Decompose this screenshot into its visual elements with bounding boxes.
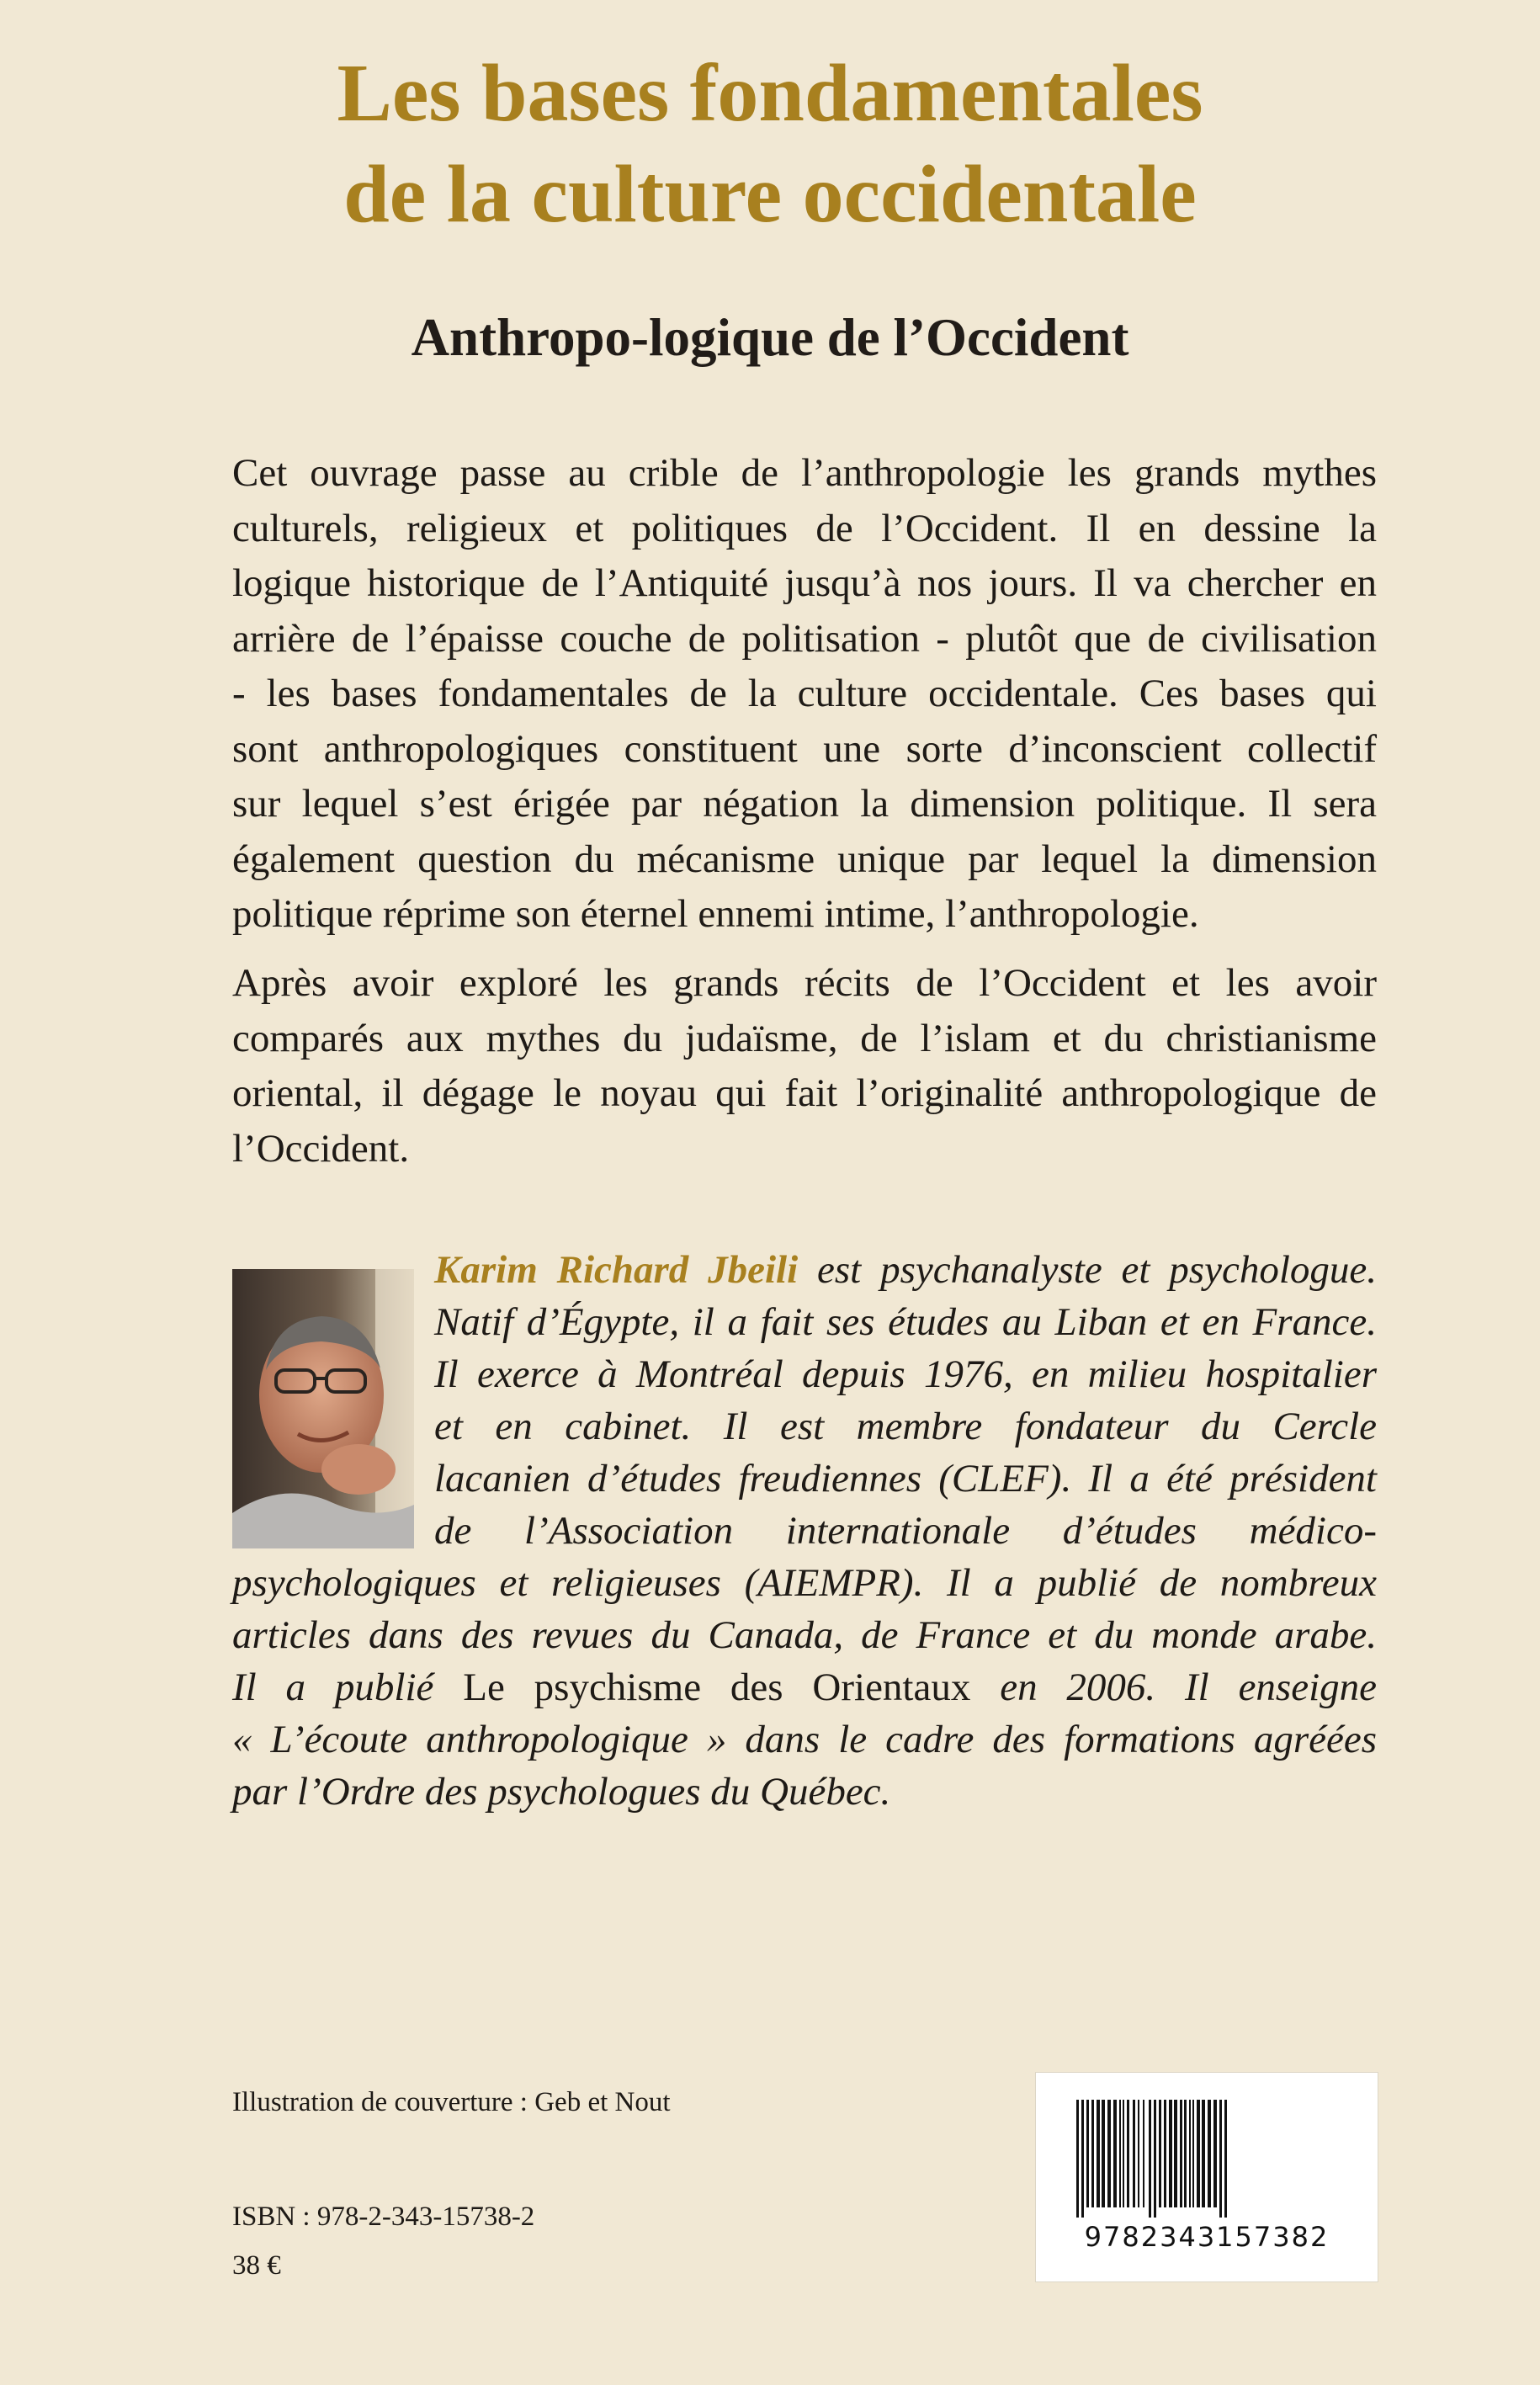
bio-line: Natif d’Égypte, il a fait ses études au Liban et en France. [434,1300,1377,1344]
barcode-bar [1138,2100,1139,2207]
barcode [1035,2072,1378,2282]
bio-line-prefix: Il a publié [232,1665,464,1709]
book-title-line-2: de la culture occidentale [343,149,1197,240]
bio-line: de l’Association internationale d’études médico- [434,1509,1377,1553]
summary-line: politique réprime son éternel ennemi intime, l’anthropologie. [232,892,1199,936]
barcode-bar [1184,2100,1187,2207]
barcode-bar [1197,2100,1200,2207]
barcode-bar [1149,2100,1151,2218]
barcode-bar [1213,2100,1217,2207]
barcode-bar [1164,2100,1166,2207]
bio-line: et en cabinet. Il est membre fondateur du Cercle [434,1405,1377,1448]
barcode-bar [1192,2100,1194,2207]
bio-line [434,1244,1377,1296]
bio-line: par l’Ordre des psychologues du Québec. [232,1770,891,1814]
summary-line: Cet ouvrage passe au crible de l’anthropologie les grands mythes [232,451,1377,495]
summary-line: sur lequel s’est érigée par négation la dimension politique. Il sera [232,782,1377,826]
bio-line: « L’écoute anthropologique » dans le cadre des formations agréées [232,1718,1377,1761]
barcode-bar [1119,2100,1121,2207]
bio-line: articles dans des revues du Canada, de France et du monde arabe. [232,1613,1377,1657]
barcode-bar [1224,2100,1227,2218]
summary-line: - les bases fondamentales de la culture occidentale. Ces bases qui [232,672,1377,715]
barcode-bar [1219,2100,1222,2218]
summary-line: logique historique de l’Antiquité jusqu’à nos jours. Il va chercher en [232,561,1377,605]
barcode-bar [1086,2100,1089,2207]
book-title-line-1: Les bases fondamentales [337,48,1203,139]
barcode-bar [1208,2100,1211,2207]
barcode-bar [1189,2100,1191,2207]
bio-line-suffix: en 2006. Il enseigne [970,1665,1377,1709]
isbn: ISBN : 978-2-343-15738-2 [232,2202,535,2232]
barcode-bar [1107,2100,1111,2207]
barcode-digits: 9782343157382 [1084,2221,1330,2253]
barcode-bars [1073,2100,1341,2218]
price: 38 € [232,2250,281,2281]
summary-line: arrière de l’épaisse couche de politisation - plutôt que de civilisation [232,616,1377,661]
barcode-bar [1202,2100,1205,2207]
summary-line: culturels, religieux et politiques de l’Occident. Il en dessine la [232,506,1377,550]
summary-line: sont anthropologiques constituent une sorte d’inconscient collectif [232,726,1377,771]
published-book-title: Le psychisme des Orientaux [463,1665,971,1709]
summary-line: l’Occident. [232,1126,410,1171]
summary-line: Après avoir exploré les grands récits de l’Occident et les avoir [232,961,1377,1005]
bio-line-rest: est psychanalyste et psychologue. [798,1248,1377,1292]
barcode-bar [1174,2100,1177,2207]
bio-line [232,1661,1377,1713]
barcode-bar [1113,2100,1117,2207]
barcode-bar [1081,2100,1084,2218]
barcode-bar [1076,2100,1079,2218]
barcode-bar [1102,2100,1105,2207]
barcode-bar [1123,2100,1124,2207]
illustration-credit: Illustration de couverture : Geb et Nout [232,2087,671,2117]
bio-line: Il exerce à Montréal depuis 1976, en milieu hospitalier [434,1352,1377,1396]
bio-line: lacanien d’études freudiennes (CLEF). Il a été président [434,1457,1377,1501]
author-name: Karim Richard Jbeili [434,1248,799,1292]
barcode-bar [1143,2100,1144,2207]
barcode-bar [1159,2100,1161,2207]
barcode-bar [1180,2100,1182,2207]
barcode-bar [1169,2100,1172,2207]
barcode-bar [1133,2100,1135,2207]
bio-line: psychologiques et religieuses (AIEMPR). Il a publié de nombreux [232,1561,1377,1605]
barcode-bar [1097,2100,1100,2207]
barcode-bar [1091,2100,1094,2207]
summary-line: oriental, il dégage le noyau qui fait l’originalité anthropologique de [232,1071,1377,1115]
barcode-bar [1154,2100,1156,2218]
summary-line: comparés aux mythes du judaïsme, de l’islam et du christianisme [232,1016,1377,1060]
barcode-bar [1127,2100,1129,2207]
book-subtitle: Anthropo-logique de l’Occident [411,308,1129,367]
summary-line: également question du mécanisme unique par lequel la dimension [232,837,1377,881]
